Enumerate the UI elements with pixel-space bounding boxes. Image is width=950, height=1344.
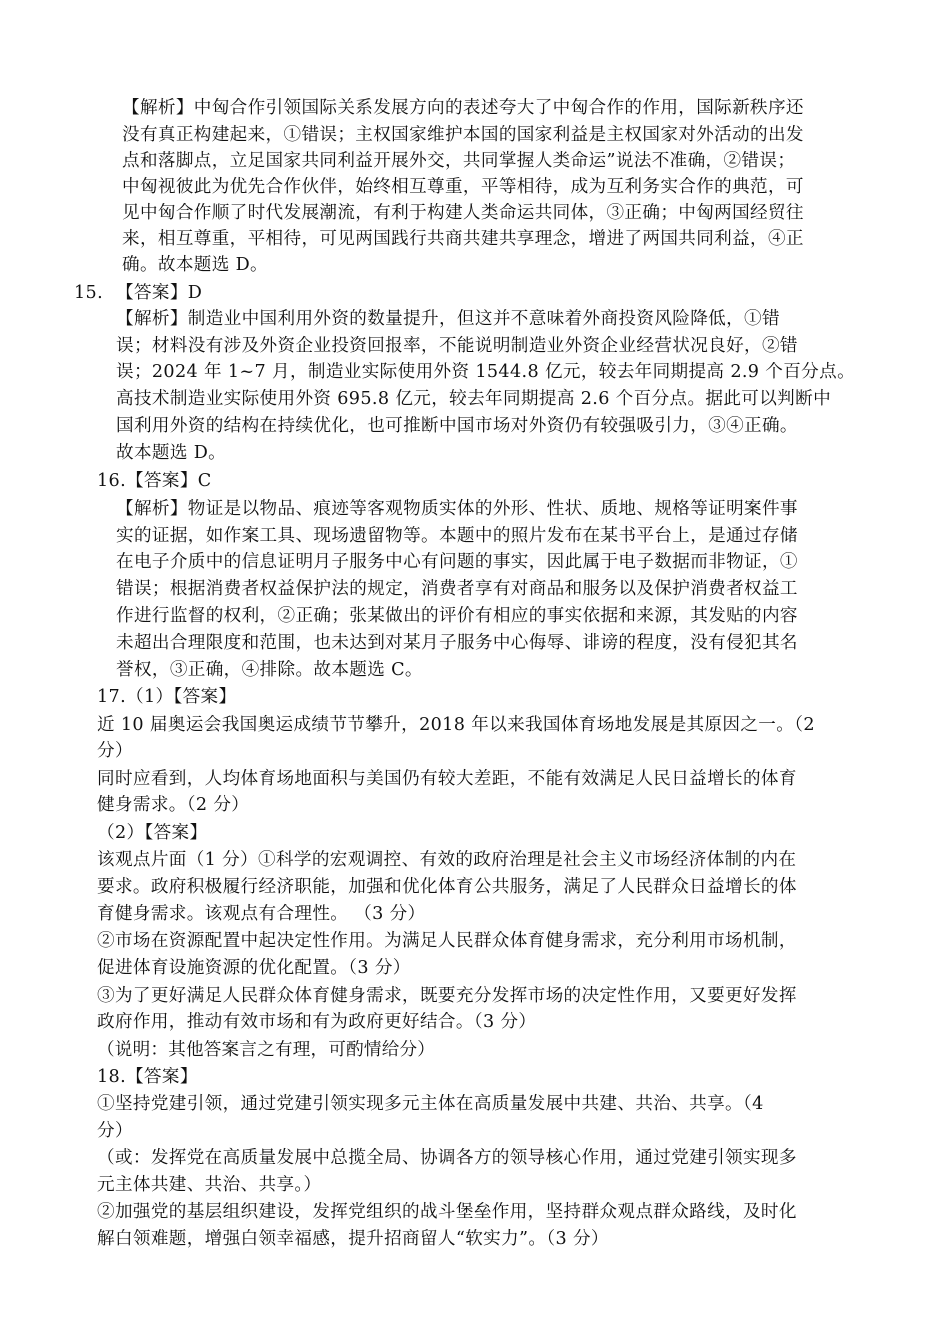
q17-scoring-note: （说明：其他答案言之有理，可酌情给分） [97, 1040, 436, 1060]
q15-answer: 【答案】D [116, 283, 203, 303]
q17-part1-line-4: 健身需求。（2 分） [97, 795, 250, 815]
q15-analysis-line-4: 高技术制造业实际使用外资 695.8 亿元，较去年同期提高 2.6 个百分点。据此可以判断中 [116, 389, 832, 409]
q15-analysis-line-3: 误；2024 年 1~7 月，制造业实际使用外资 1544.8 亿元，较去年同期提高 2.9 个百分点。 [116, 362, 856, 382]
q15-analysis-line-6: 故本题选 D。 [116, 443, 227, 463]
q17-part2-line-4: ②市场在资源配置中起决定性作用。为满足人民群众体育健身需求，充分利用市场机制， [97, 931, 797, 951]
q16-answer: 16.【答案】C [97, 471, 212, 491]
q17-part2-header: （2）【答案】 [97, 823, 208, 843]
q18-line-1: ①坚持党建引领，通过党建引领实现多元主体在高质量发展中共建、共治、共享。（4 [97, 1094, 764, 1114]
q14-analysis-line-6: 来，相互尊重，平相待，可见两国践行共商共建共享理念，增进了两国共同利益，④正 [122, 229, 804, 249]
q17-part1-line-1: 近 10 届奥运会我国奥运成绩节节攀升，2018 年以来我国体育场地发展是其原因之一。（2 [97, 715, 815, 735]
q17-part1-header: 17.（1）【答案】 [97, 687, 237, 707]
q17-part2-line-1: 该观点片面（1 分）①科学的宏观调控、有效的政府治理是社会主义市场经济体制的内在 [97, 850, 797, 870]
q14-analysis-line-3: 点和落脚点，立足国家共同利益开展外交，共同掌握人类命运”说法不准确，②错误； [122, 151, 796, 171]
q16-analysis-line-4: 错误；根据消费者权益保护法的规定，消费者享有对商品和服务以及保护消费者权益工 [116, 579, 798, 599]
q17-part2-line-2: 要求。政府积极履行经济职能，加强和优化体育公共服务，满足了人民群众日益增长的体 [97, 877, 797, 897]
q16-analysis-line-6: 未超出合理限度和范围，也未达到对某月子服务中心侮辱、诽谤的程度，没有侵犯其名 [116, 633, 798, 653]
q17-part2-line-3: 育健身需求。该观点有合理性。 （3 分） [97, 904, 426, 924]
q16-analysis-line-7: 誉权，③正确，④排除。故本题选 C。 [116, 660, 423, 680]
q16-analysis-line-2: 实的证据，如作案工具、现场遗留物等。本题中的照片发布在某书平台上，是通过存储 [116, 526, 798, 546]
q15-analysis-line-5: 国利用外资的结构在持续优化，也可推断中国市场对外资仍有较强吸引力，③④正确。 [116, 416, 798, 436]
q15-analysis-line-2: 误；材料没有涉及外资企业投资回报率，不能说明制造业外资企业经营状况良好，②错 [116, 336, 798, 356]
q17-part1-line-2: 分） [97, 741, 133, 761]
q18-header: 18.【答案】 [97, 1067, 198, 1087]
q14-analysis-line-5: 见中匈合作顺了时代发展潮流，有利于构建人类命运共同体，③正确；中匈两国经贸往 [122, 203, 804, 223]
q17-part1-line-3: 同时应看到，人均体育场地面积与美国仍有较大差距，不能有效满足人民日益增长的体育 [97, 769, 797, 789]
q16-analysis-line-1: 【解析】物证是以物品、痕迹等客观物质实体的外形、性状、质地、规格等证明案件事 [116, 499, 798, 519]
q18-line-3: （或：发挥党在高质量发展中总揽全局、协调各方的领导核心作用，通过党建引领实现多 [97, 1148, 797, 1168]
q17-part2-line-6: ③为了更好满足人民群众体育健身需求，既要充分发挥市场的决定性作用，又要更好发挥 [97, 986, 797, 1006]
q16-analysis-line-3: 在电子介质中的信息证明月子服务中心有问题的事实，因此属于电子数据而非物证，① [116, 552, 798, 572]
q15-number: 15. [74, 283, 104, 303]
q16-analysis-line-5: 作进行监督的权利，②正确；张某做出的评价有相应的事实依据和来源，其发贴的内容 [116, 606, 798, 626]
q14-analysis-line-2: 没有真正构建起来，①错误；主权国家维护本国的国家利益是主权国家对外活动的出发 [122, 125, 804, 145]
q17-part2-line-5: 促进体育设施资源的优化配置。（3 分） [97, 958, 411, 978]
q15-analysis-line-1: 【解析】制造业中国利用外资的数量提升，但这并不意味着外商投资风险降低，①错 [116, 309, 780, 329]
q18-line-6: 解白领难题，增强白领幸福感，提升招商留人“软实力”。（3 分） [97, 1229, 609, 1249]
q14-analysis-line-1: 【解析】中匈合作引领国际关系发展方向的表述夸大了中匈合作的作用，国际新秩序还 [122, 98, 804, 118]
q18-line-5: ②加强党的基层组织建设，发挥党组织的战斗堡垒作用，坚持群众观点群众路线，及时化 [97, 1202, 797, 1222]
q18-line-2: 分） [97, 1121, 133, 1141]
q14-analysis-line-4: 中匈视彼此为优先合作伙伴，始终相互尊重，平等相待，成为互利务实合作的典范，可 [122, 177, 804, 197]
q17-part2-line-7: 政府作用，推动有效市场和有为政府更好结合。（3 分） [97, 1012, 537, 1032]
q18-line-4: 元主体共建、共治、共享。） [97, 1175, 322, 1195]
q14-analysis-line-7: 确。故本题选 D。 [122, 255, 269, 275]
